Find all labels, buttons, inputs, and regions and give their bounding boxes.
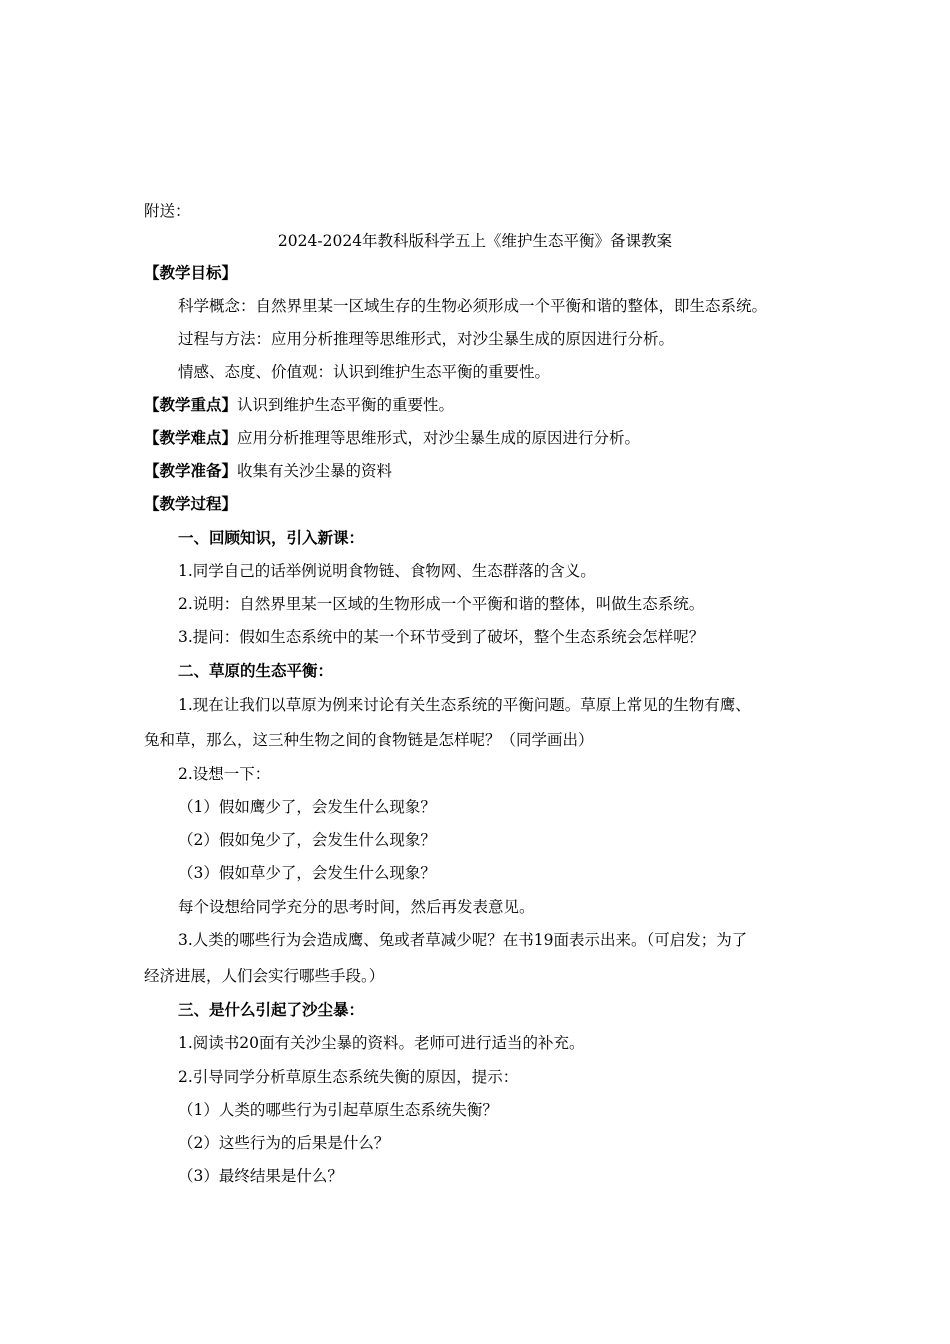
process-heading: 【教学过程】 (144, 494, 238, 513)
section-2-sub-1: （1）假如鹰少了，会发生什么现象？ (178, 798, 436, 816)
difficulty-heading: 【教学难点】 (144, 428, 238, 447)
preparation-text: 收集有关沙尘暴的资料 (237, 462, 393, 480)
key-point-heading: 【教学重点】 (144, 395, 238, 414)
section-1-item-1: 1.同学自己的话举例说明食物链、食物网、生态群落的含义。 (178, 562, 596, 580)
objective-process-method: 过程与方法：应用分析推理等思维形式，对沙尘暴生成的原因进行分析。 (178, 330, 675, 348)
section-2-item-1-line-1: 1.现在让我们以草原为例来讨论有关生态系统的平衡问题。草原上常见的生物有鹰、 (178, 696, 751, 714)
section-3-sub-2: （2）这些行为的后果是什么？ (178, 1134, 390, 1152)
preparation-heading: 【教学准备】 (144, 461, 238, 480)
section-2-item-1-line-2: 兔和草，那么，这三种生物之间的食物链是怎样呢？（同学画出） (144, 731, 594, 749)
attachment-label: 附送： (144, 202, 191, 220)
section-2-item-3-line-2: 经济进展，人们会实行哪些手段。） (144, 967, 385, 985)
section-1-item-2: 2.说明：自然界里某一区域的生物形成一个平衡和谐的整体，叫做生态系统。 (178, 595, 705, 613)
section-2-sub-3: （3）假如草少了，会发生什么现象？ (178, 864, 436, 882)
key-point-text: 认识到维护生态平衡的重要性。 (237, 396, 455, 414)
section-2-title: 二、草原的生态平衡： (178, 661, 334, 680)
difficulty-paragraph (144, 428, 640, 448)
section-3-sub-3: （3）最终结果是什么？ (178, 1167, 343, 1185)
objective-attitude-values: 情感、态度、价值观：认识到维护生态平衡的重要性。 (178, 363, 551, 381)
section-1-item-3: 3.提问：假如生态系统中的某一个环节受到了破坏，整个生态系统会怎样呢？ (178, 628, 705, 646)
section-2-sub-2: （2）假如兔少了，会发生什么现象？ (178, 831, 436, 849)
objectives-heading: 【教学目标】 (144, 263, 238, 282)
objective-science-concept: 科学概念：自然界里某一区域生存的生物必须形成一个平衡和谐的整体，即生态系统。 (178, 297, 768, 315)
section-3-item-1: 1.阅读书20面有关沙尘暴的资料。老师可进行适当的补充。 (178, 1034, 585, 1052)
section-2-note: 每个设想给同学充分的思考时间，然后再发表意见。 (178, 898, 535, 916)
section-3-title: 三、是什么引起了沙尘暴： (178, 1000, 365, 1019)
section-3-item-2: 2.引导同学分析草原生态系统失衡的原因，提示： (178, 1068, 519, 1086)
section-2-item-2: 2.设想一下： (178, 765, 271, 783)
section-3-sub-1: （1）人类的哪些行为引起草原生态系统失衡？ (178, 1101, 498, 1119)
preparation-paragraph (144, 461, 392, 481)
key-point-paragraph (144, 395, 454, 415)
document-title: 2024-2024年教科版科学五上《维护生态平衡》备课教案 (277, 232, 673, 250)
section-2-item-3-line-1: 3.人类的哪些行为会造成鹰、兔或者草减少呢？在书19面表示出来。（可启发；为了 (178, 931, 748, 949)
difficulty-text: 应用分析推理等思维形式，对沙尘暴生成的原因进行分析。 (237, 429, 641, 447)
section-1-title: 一、回顾知识，引入新课： (178, 528, 365, 547)
